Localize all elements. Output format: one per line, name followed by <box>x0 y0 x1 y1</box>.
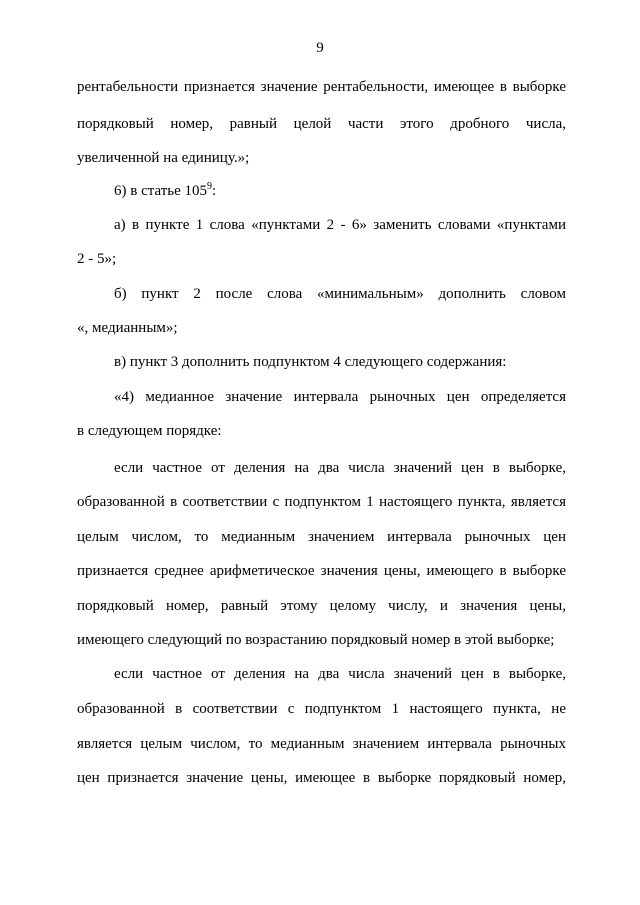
text-fragment: 6) в статье 105 <box>114 183 208 199</box>
text-line: образованной в соответствии с подпунктом 1 настоящего пункта, является <box>77 494 566 510</box>
text-line: если частное от деления на два числа значений цен в выборке, <box>114 666 566 682</box>
text-line: в) пункт 3 дополнить подпунктом 4 следующего содержания: <box>114 354 507 370</box>
text-fragment: : <box>212 183 217 199</box>
text-line: имеющего следующий по возрастанию порядковый номер в этой выборке; <box>77 632 555 648</box>
text-line: увеличенной на единицу.»; <box>77 150 250 166</box>
text-line: признается среднее арифметическое значения цены, имеющего в выборке <box>77 563 566 579</box>
text-line: «, медианным»; <box>77 320 178 336</box>
text-line: рентабельности признается значение рентабельности, имеющее в выборке <box>77 79 566 95</box>
text-line: б) пункт 2 после слова «минимальным» дополнить словом <box>114 286 566 302</box>
superscript: 9 <box>207 181 213 192</box>
text-line: а) в пункте 1 слова «пунктами 2 - 6» заменить словами «пунктами <box>114 217 566 233</box>
text-line: порядковый номер, равный целой части этого дробного числа, <box>77 116 566 132</box>
text-line: порядковый номер, равный этому целому числу, и значения цены, <box>77 598 566 614</box>
text-line: 2 - 5»; <box>77 251 117 267</box>
page-number: 9 <box>316 40 324 56</box>
text-line: «4) медианное значение интервала рыночных цен определяется <box>114 389 566 405</box>
text-line: цен признается значение цены, имеющее в выборке порядковый номер, <box>77 770 566 786</box>
text-line: целым числом, то медианным значением интервала рыночных цен <box>77 529 566 545</box>
text-line: если частное от деления на два числа значений цен в выборке, <box>114 460 566 476</box>
text-line: в следующем порядке: <box>77 423 222 439</box>
text-line: образованной в соответствии с подпунктом 1 настоящего пункта, не <box>77 701 566 717</box>
text-line-with-superscript <box>114 181 603 201</box>
text-line: является целым числом, то медианным значением интервала рыночных <box>77 736 566 752</box>
